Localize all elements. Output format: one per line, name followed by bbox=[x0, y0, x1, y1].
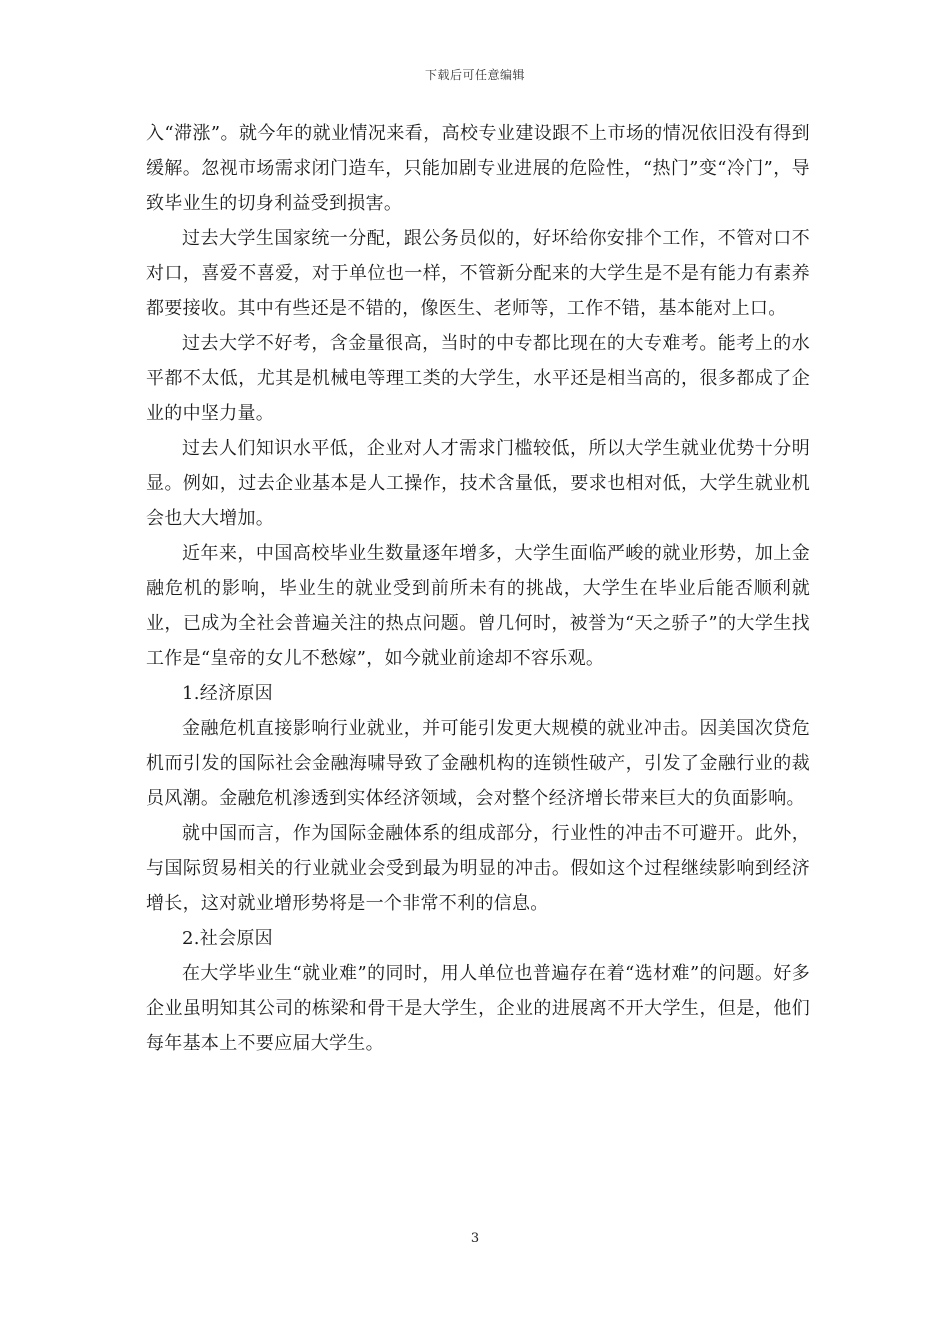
page-header: 下载后可任意编辑 bbox=[424, 68, 525, 82]
section-heading-economic: 1.经济原因 bbox=[182, 683, 273, 704]
paragraph-financial-crisis: 金融危机直接影响行业就业，并可能引发更大规模的就业冲击。因美国次贷危机而引发的国际社会金融海啸导致了金融机构的连锁性破产，引发了金融行业的裁员风潮。金融危机渗透到实体经济领域，会对整个经济增长带来巨大的负面影响。 bbox=[146, 718, 810, 809]
paragraph-china-impact: 就中国而言，作为国际金融体系的组成部分，行业性的冲击不可避开。此外，与国际贸易相关的行业就业会受到最为明显的冲击。假如这个过程继续影响到经济增长，这对就业增形势将是一个非常不利的信息。 bbox=[146, 823, 810, 914]
paragraph-past-allocation: 过去大学生国家统一分配，跟公务员似的，好坏给你安排个工作，不管对口不对口，喜爱不喜爱，对于单位也一样，不管新分配来的大学生是不是有能力有素养都要接收。其中有些还是不错的，像医生、老师等，工作不错，基本能对上口。 bbox=[146, 228, 810, 319]
paragraph-past-exam: 过去大学不好考，含金量很高，当时的中专都比现在的大专难考。能考上的水平都不太低，尤其是机械电等理工类的大学生，水平还是相当高的，很多都成了企业的中坚力量。 bbox=[146, 333, 810, 424]
page-number: 3 bbox=[470, 1231, 480, 1246]
paragraph-continuation: 入“滞涨”。就今年的就业情况来看，高校专业建设跟不上市场的情况依旧没有得到缓解。忽视市场需求闭门造车，只能加剧专业进展的危险性，“热门”变“冷门”，导致毕业生的切身利益受到损害。 bbox=[146, 123, 810, 214]
paragraph-hiring-difficulty: 在大学毕业生“就业难”的同时，用人单位也普遍存在着“选材难”的问题。好多企业虽明知其公司的栋梁和骨干是大学生，企业的进展离不开大学生，但是，他们每年基本上不要应届大学生。 bbox=[146, 963, 810, 1054]
section-heading-social: 2.社会原因 bbox=[182, 928, 273, 949]
paragraph-past-knowledge: 过去人们知识水平低，企业对人才需求门槛较低，所以大学生就业优势十分明显。例如，过去企业基本是人工操作，技术含量低，要求也相对低，大学生就业机会也大大增加。 bbox=[146, 438, 810, 529]
document-body bbox=[146, 116, 810, 1061]
paragraph-recent-years: 近年来，中国高校毕业生数量逐年增多，大学生面临严峻的就业形势，加上金融危机的影响，毕业生的就业受到前所未有的挑战，大学生在毕业后能否顺利就业，已成为全社会普遍关注的热点问题。曾几何时，被誉为“天之骄子”的大学生找工作是“皇帝的女儿不愁嫁”，如今就业前途却不容乐观。 bbox=[146, 543, 810, 669]
